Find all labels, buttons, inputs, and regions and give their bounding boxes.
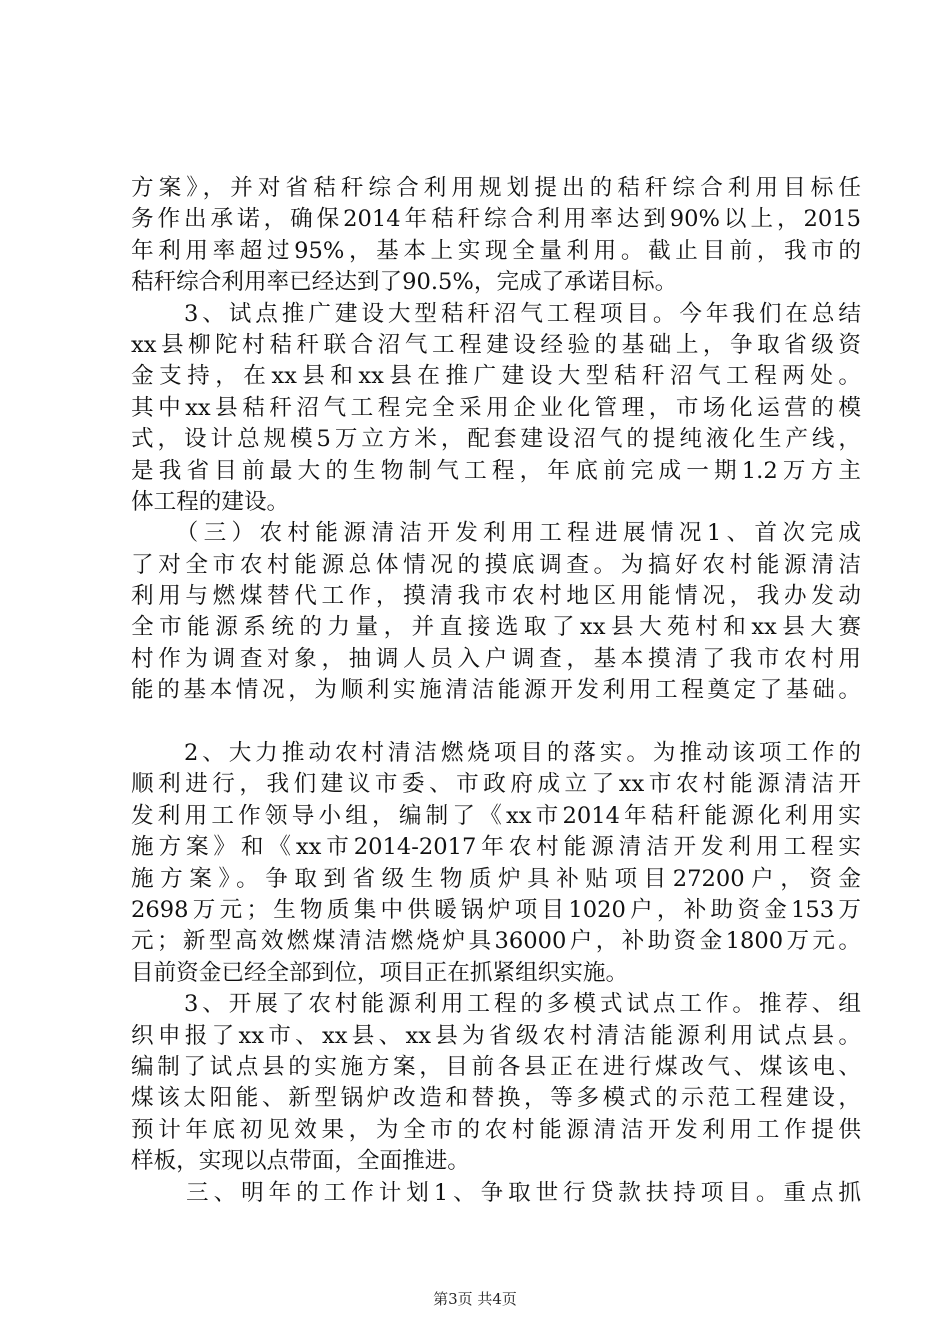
- text-line: 能的基本情况，为顺利实施清洁能源开发利用工程奠定了基础。: [131, 677, 861, 704]
- text-line: 全市能源系统的力量，并直接选取了xx县大苑村和xx县大赛: [131, 614, 861, 641]
- text-line: （三）农村能源清洁开发利用工程进展情况1、首次完成: [131, 520, 861, 547]
- text-line: 元；新型高效燃煤清洁燃烧炉具36000户，补助资金1800万元。: [131, 928, 861, 955]
- text-line: 织申报了xx市、xx县、xx县为省级农村清洁能源利用试点县。: [131, 1022, 861, 1049]
- document-body: [131, 173, 861, 1209]
- text-line: 施方案》和《xx市2014-2017年农村能源清洁开发利用工程实: [131, 834, 861, 861]
- text-line: 利用与燃煤替代工作，摸清我市农村地区用能情况，我办发动: [131, 583, 861, 610]
- text-line: 施方案》。争取到省级生物质炉具补贴项目27200户，资金: [131, 865, 861, 892]
- text-line: 秸秆综合利用率已经达到了90.5%，完成了承诺目标。: [131, 269, 678, 296]
- text-line: 是我省目前最大的生物制气工程，年底前完成一期1.2万方主: [131, 457, 861, 484]
- text-line: 了对全市农村能源总体情况的摸底调查。为搞好农村能源清洁: [131, 551, 861, 578]
- text-line: 发利用工作领导小组，编制了《xx市2014年秸秆能源化利用实: [131, 802, 861, 829]
- text-line: 预计年底初见效果，为全市的农村能源清洁开发利用工作提供: [131, 1116, 861, 1143]
- text-line: 目前资金已经全部到位，项目正在抓紧组织实施。: [131, 959, 629, 986]
- text-line: 方案》，并对省秸秆综合利用规划提出的秸秆综合利用目标任: [131, 175, 861, 201]
- text-line: 务作出承诺，确保2014年秸秆综合利用率达到90%以上，2015: [131, 206, 861, 233]
- text-line: 年利用率超过95%，基本上实现全量利用。截止目前，我市的: [131, 237, 861, 264]
- text-line: 体工程的建设。: [131, 488, 290, 515]
- text-line: 样板，实现以点带面，全面推进。: [131, 1148, 470, 1175]
- text-line: 2、大力推动农村清洁燃烧项目的落实。为推动该项工作的: [131, 740, 861, 767]
- text-line: 其中xx县秸秆沼气工程完全采用企业化管理，市场化运营的模: [131, 394, 861, 421]
- text-line: 3、试点推广建设大型秸秆沼气工程项目。今年我们在总结: [131, 300, 861, 327]
- text-line: 村作为调查对象，抽调人员入户调查，基本摸清了我市农村用: [131, 645, 861, 672]
- text-line: 式，设计总规模5万立方米，配套建设沼气的提纯液化生产线，: [131, 426, 861, 453]
- text-line: 编制了试点县的实施方案，目前各县正在进行煤改气、煤该电、: [131, 1053, 861, 1080]
- paragraph-gap: [131, 707, 861, 738]
- text-line: 2698万元；生物质集中供暖锅炉项目1020户，补助资金153万: [131, 896, 861, 923]
- text-line: 顺利进行，我们建议市委、市政府成立了xx市农村能源清洁开: [131, 771, 861, 798]
- text-line: 煤该太阳能、新型锅炉改造和替换，等多模式的示范工程建设，: [131, 1085, 861, 1112]
- text-line: 金支持，在xx县和xx县在推广建设大型秸秆沼气工程两处。: [131, 363, 861, 390]
- page-footer: 第3页 共4页: [433, 1290, 517, 1308]
- text-line: xx县柳陀村秸秆联合沼气工程建设经验的基础上，争取省级资: [131, 331, 861, 358]
- text-line: 3、开展了农村能源利用工程的多模式试点工作。推荐、组: [131, 991, 861, 1018]
- text-line: 三、明年的工作计划1、争取世行贷款扶持项目。重点抓: [131, 1179, 861, 1206]
